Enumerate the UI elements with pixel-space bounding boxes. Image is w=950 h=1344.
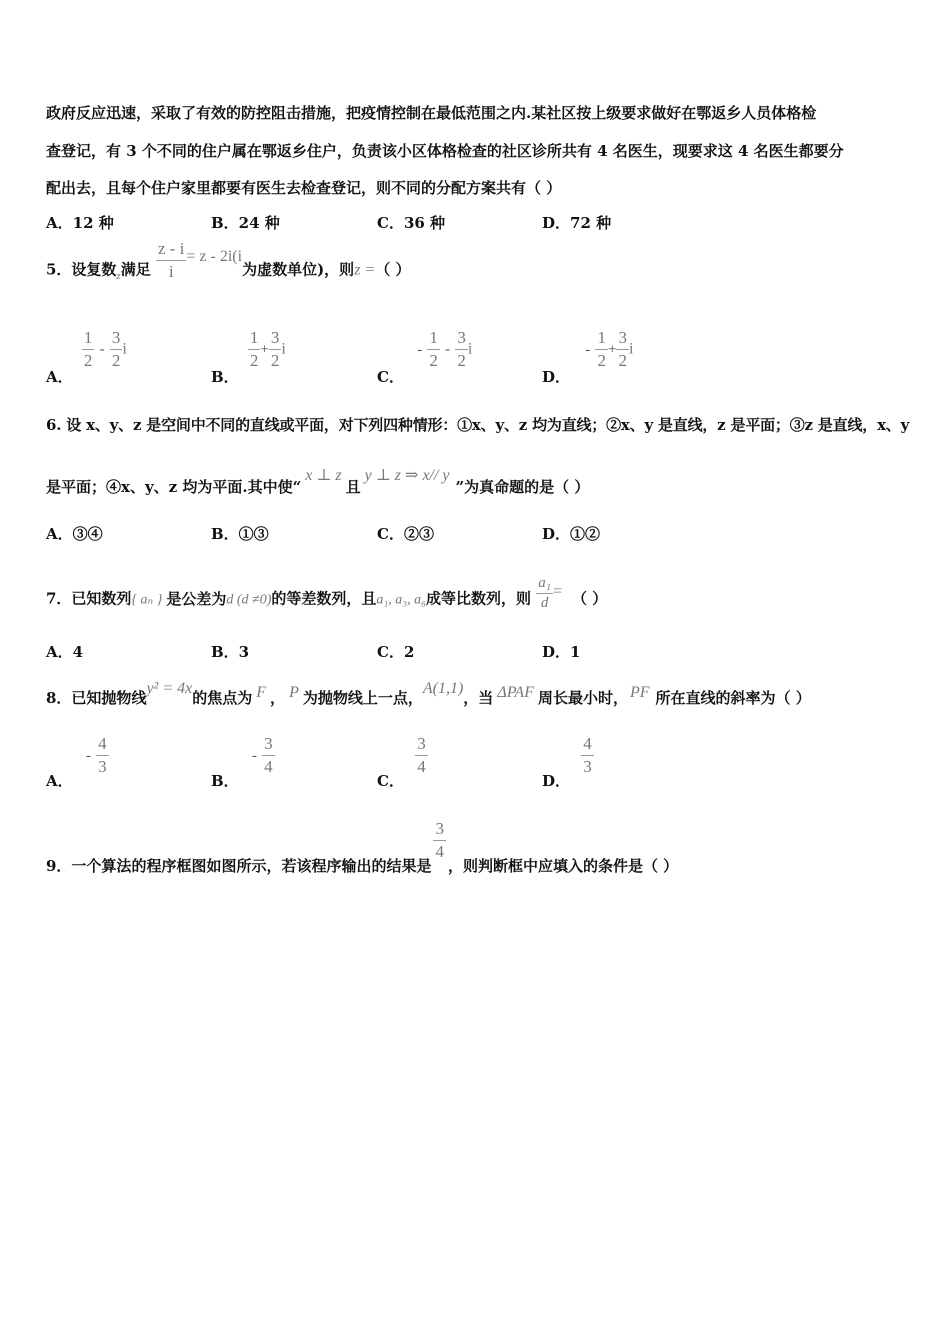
q5-d-imag: i <box>628 340 634 358</box>
q8-mid2: ， <box>270 689 286 707</box>
q5-d-sign: - <box>585 341 591 358</box>
q4-text-line-3: 配出去，且每个住户家里都要有医生去检查登记，则不同的分配方案共有（ ） <box>46 179 562 197</box>
q5-c-frac1 <box>427 327 440 372</box>
q8-focus-f: F <box>256 684 267 701</box>
q8-c-frac-num: 3 <box>415 733 428 756</box>
q6-math-2: y ⊥ z ⇒ x// y <box>364 467 450 484</box>
q8-a-sign: - <box>85 747 91 764</box>
q7-stem <box>46 575 608 619</box>
q9-end: ，则判断框中应填入的条件是（ ） <box>447 856 679 875</box>
q7-mid2: 的等差数列，且 <box>271 589 377 608</box>
q8-option-d <box>542 733 594 790</box>
q8-point-a: A(1,1) <box>422 680 464 697</box>
q7-frac-num: a₁ <box>536 574 553 594</box>
q8-stem <box>46 680 811 708</box>
q8-c-frac <box>415 733 428 778</box>
q7-fraction <box>536 574 553 613</box>
q5-option-c-label: C． <box>377 367 404 386</box>
q8-mid1: 的焦点为 <box>192 689 253 707</box>
q8-a-frac-num: 4 <box>96 733 109 756</box>
q6-option-d: D．①② <box>542 525 601 543</box>
q5-option-a <box>46 327 127 386</box>
q8-option-b-label: B． <box>211 771 239 790</box>
q8-d-frac-num: 4 <box>581 733 594 756</box>
q5-b-frac2-den: 2 <box>270 351 280 370</box>
q5-a-op: - <box>99 341 105 358</box>
q8-segment-pf: PF <box>629 684 650 701</box>
q5-c-frac1-num: 1 <box>427 327 440 350</box>
q6-line2-c: ”为真命题的是（ ） <box>455 478 590 496</box>
q5-a-frac1-den: 2 <box>83 351 93 370</box>
q9-frac-den: 4 <box>435 842 444 861</box>
q8-c-frac-den: 4 <box>417 757 426 776</box>
q8-prefix: 8．已知抛物线 <box>46 689 147 707</box>
q6-math-1: x ⊥ z <box>305 467 342 484</box>
q7-mid3: 成等比数列，则 <box>425 589 531 608</box>
q8-mid4: ，当 <box>463 689 494 707</box>
q5-a-frac2 <box>110 327 123 372</box>
q7-end: （ ） <box>571 589 608 608</box>
q8-b-frac <box>262 733 275 778</box>
q9-prefix: 9．一个算法的程序框图如图所示，若该程序输出的结果是 <box>46 856 432 875</box>
q7-option-a: A．4 <box>46 643 84 661</box>
q8-d-frac <box>581 733 594 778</box>
q8-option-c <box>377 733 428 790</box>
q7-terms: a₁, a₃, a₆ <box>376 592 426 608</box>
q8-mid3: 为抛物线上一点， <box>302 689 423 707</box>
q5-option-a-label: A． <box>46 367 73 386</box>
q8-end: 所在直线的斜率为（ ） <box>655 689 811 707</box>
q5-rhs: = z - 2i(i <box>186 247 243 265</box>
q7-option-c: C．2 <box>377 643 415 661</box>
q4-text-line-1: 政府反应迅速，采取了有效的防控阻击措施，把疫情控制在最低范围之内.某社区按上级要求做好在鄂返乡人员体格检 <box>46 104 817 122</box>
q5-stem <box>46 239 411 293</box>
q8-b-frac-den: 4 <box>264 757 273 776</box>
q8-option-a-label: A． <box>46 771 73 790</box>
q8-option-c-label: C． <box>377 771 404 790</box>
q8-d-frac-den: 3 <box>583 757 592 776</box>
q5-a-frac2-num: 3 <box>110 327 123 350</box>
q7-frac-den: d <box>540 595 549 611</box>
q5-b-op: + <box>260 341 269 358</box>
q5-fraction <box>156 238 186 283</box>
q9-frac-num: 3 <box>433 818 446 841</box>
q5-c-frac1-den: 2 <box>429 351 438 370</box>
q7-eq: = <box>552 582 562 600</box>
q5-c-frac2-den: 2 <box>457 351 466 370</box>
q6-line2-a: 是平面；④x、y、z 均为平面.其中使“ <box>46 478 302 496</box>
q4-text-line-2: 查登记，有 3 个不同的住户属在鄂返乡住户，负责该小区体格检查的社区诊所共有 4 名医生，现要求这 4 名医生都要分 <box>46 142 844 160</box>
q5-c-sign: - <box>417 341 423 358</box>
q7-d-expr: d (d ≠0) <box>226 592 272 608</box>
q5-d-frac2-num: 3 <box>616 327 629 350</box>
q8-point-p: P <box>289 684 299 701</box>
q5-c-op: - <box>445 341 451 358</box>
q5-d-frac1-num: 1 <box>595 327 608 350</box>
q8-triangle: ΔPAF <box>497 684 534 701</box>
q8-option-d-label: D． <box>542 771 571 790</box>
q5-option-c <box>377 327 473 386</box>
q7-option-d: D．1 <box>542 643 581 661</box>
q5-a-frac1 <box>82 327 95 372</box>
q7-mid1: 是公差为 <box>166 589 227 608</box>
q5-prefix: 5．设复数 <box>46 260 117 279</box>
q7-prefix: 7．已知数列 <box>46 589 132 608</box>
q6-line2-b: 且 <box>345 478 361 496</box>
q9-fraction <box>433 818 446 863</box>
q5-a-imag: i <box>122 340 127 358</box>
q5-a-frac1-num: 1 <box>82 327 95 350</box>
q8-b-frac-num: 3 <box>262 733 275 756</box>
q5-c-frac2 <box>455 327 468 372</box>
q5-b-frac2-num: 3 <box>269 327 282 350</box>
q4-option-b: B．24 种 <box>211 214 280 232</box>
q8-mid5: 周长最小时， <box>537 689 628 707</box>
q5-d-frac2 <box>616 327 629 372</box>
q8-a-frac-den: 3 <box>98 757 107 776</box>
q5-d-frac2-den: 2 <box>618 351 627 370</box>
q5-a-frac2-den: 2 <box>111 351 121 370</box>
q5-d-op: + <box>607 341 617 358</box>
q8-option-b <box>211 733 275 790</box>
q8-a-frac <box>96 733 109 778</box>
q6-option-a: A．③④ <box>46 525 103 543</box>
q5-mid: 满足 <box>120 260 151 279</box>
q5-b-frac2 <box>269 327 282 372</box>
q5-suffix: 为虚数单位)，则 <box>242 260 355 279</box>
q8-option-a <box>46 733 109 790</box>
q5-frac-den: i <box>168 262 174 281</box>
q5-c-frac2-num: 3 <box>455 327 468 350</box>
q5-frac-num: z - i <box>156 238 186 261</box>
q5-b-frac1 <box>248 327 261 372</box>
q6-text-line-1: 6. 设 x、y、z 是空间中不同的直线或平面，对下列四种情形：①x、y、z 均为直线；②x、y 是直线，z 是平面；③z 是直线，x、y <box>46 416 910 434</box>
q5-option-b-label: B． <box>211 367 239 386</box>
q5-b-frac1-den: 2 <box>249 351 259 370</box>
q5-var-z: z <box>116 269 121 282</box>
q5-option-b <box>211 327 286 386</box>
q5-d-frac1 <box>595 327 608 372</box>
q6-option-b: B．①③ <box>211 525 269 543</box>
q5-c-imag: i <box>467 340 473 358</box>
q5-end: （ ） <box>375 260 411 279</box>
q4-option-a: A．12 种 <box>46 214 114 232</box>
q5-b-frac1-num: 1 <box>248 327 261 350</box>
q8-b-sign: - <box>251 747 257 764</box>
q5-option-d-label: D． <box>542 367 571 386</box>
q5-d-frac1-den: 2 <box>597 351 606 370</box>
q7-option-b: B．3 <box>211 643 250 661</box>
q5-option-d <box>542 327 634 386</box>
q6-option-c: C．②③ <box>377 525 434 543</box>
q4-option-d: D．72 种 <box>542 214 612 232</box>
q9-stem <box>46 818 679 875</box>
q8-parabola: y² = 4x <box>146 680 193 697</box>
q7-seq: { aₙ } <box>131 592 163 608</box>
q6-text-line-2 <box>46 467 590 497</box>
q5-z-eq: z = <box>354 261 376 279</box>
q4-option-c: C．36 种 <box>377 214 446 232</box>
q5-b-imag: i <box>281 340 286 358</box>
